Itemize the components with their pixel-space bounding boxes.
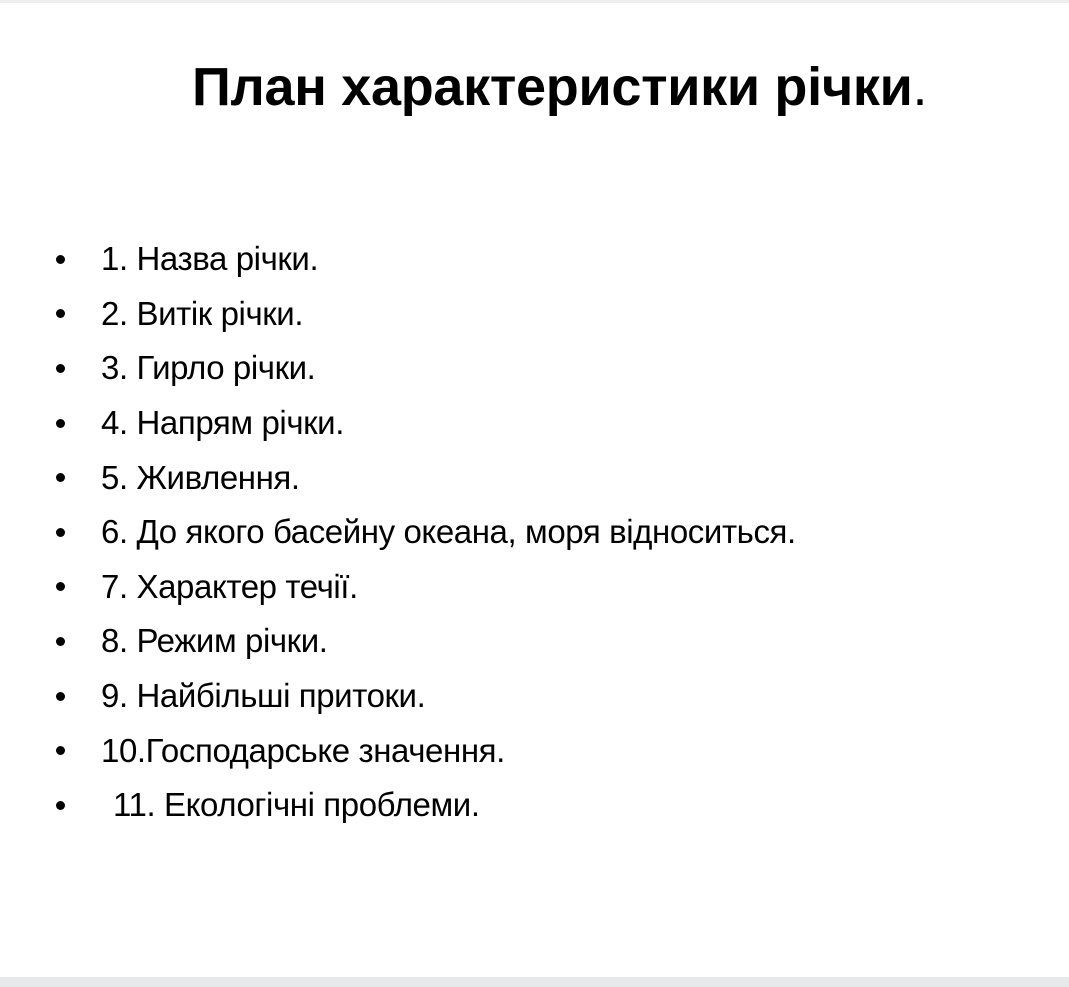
- plan-item-text: 11. Екологічні проблеми.: [113, 786, 480, 824]
- plan-item-text: 9. Найбільші притоки.: [101, 677, 426, 715]
- bullet-icon: [56, 692, 65, 701]
- plan-item-5: [56, 450, 796, 505]
- plan-item-text: 2. Витік річки.: [101, 294, 304, 332]
- plan-item-text: 10.Господарське значення.: [101, 731, 505, 769]
- bullet-icon: [56, 473, 65, 482]
- plan-item-3: [56, 341, 796, 396]
- bullet-icon: [56, 801, 65, 810]
- plan-item-text: 5. Живлення.: [101, 458, 300, 496]
- slide-title-period: .: [912, 57, 928, 117]
- bullet-icon: [56, 255, 65, 264]
- plan-item-text: 1. Назва річки.: [101, 240, 319, 278]
- plan-item-7: [56, 560, 796, 615]
- bullet-icon: [56, 582, 65, 591]
- plan-item-text: 4. Напрям річки.: [101, 404, 344, 442]
- plan-item-9: [56, 669, 796, 724]
- slide-title: [192, 51, 927, 123]
- plan-item-11: [56, 778, 796, 833]
- plan-item-text: 8. Режим річки.: [101, 622, 328, 660]
- bullet-icon: [56, 364, 65, 373]
- plan-item-1: [56, 232, 796, 287]
- slide: [0, 3, 1069, 977]
- plan-item-text: 6. До якого басейну океана, моря відноситься.: [101, 513, 796, 551]
- plan-item-10: [56, 723, 796, 778]
- plan-item-2: [56, 287, 796, 342]
- plan-item-6: [56, 505, 796, 560]
- bottom-bar: [0, 977, 1069, 987]
- plan-item-8: [56, 614, 796, 669]
- plan-item-4: [56, 396, 796, 451]
- plan-item-text: 3. Гирло річки.: [101, 349, 316, 387]
- bullet-icon: [56, 637, 65, 646]
- bullet-icon: [56, 746, 65, 755]
- plan-item-text: 7. Характер течії.: [101, 567, 358, 605]
- bullet-icon: [56, 419, 65, 428]
- plan-list: [56, 232, 796, 833]
- slide-title-text: План характеристики річки: [192, 57, 913, 117]
- bullet-icon: [56, 528, 65, 537]
- bullet-icon: [56, 309, 65, 318]
